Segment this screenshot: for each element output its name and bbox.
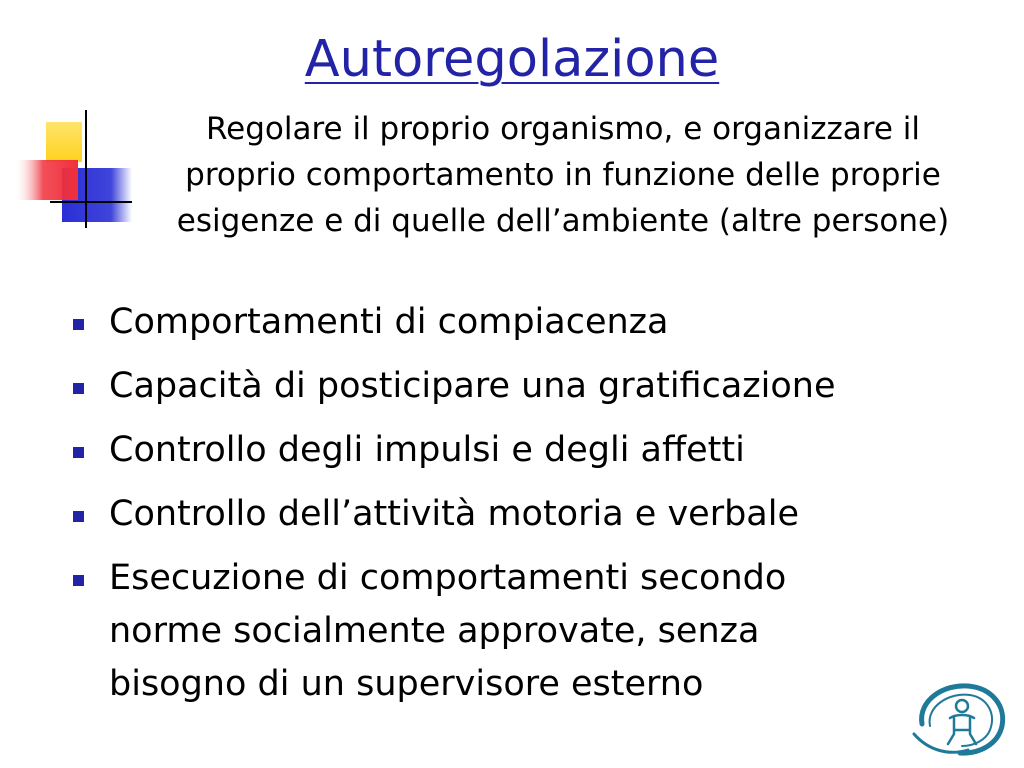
bullet-text [109, 488, 950, 541]
bullet-line: Capacità di posticipare una gratificazione [109, 366, 836, 406]
subtitle-line: esigenze e di quelle dell’ambiente (altre persone) [176, 203, 950, 239]
logo-ring-inner [930, 695, 992, 746]
bullet-item [70, 360, 950, 413]
yellow-square [46, 122, 82, 162]
bullet-list [70, 296, 950, 711]
square-bullet-icon [73, 319, 84, 330]
bullet-line: Controllo dell’attività motoria e verbale [109, 494, 800, 534]
red-square [14, 160, 78, 200]
bullet-line: Esecuzione di comportamenti secondo [109, 558, 787, 598]
bullet-item [70, 488, 950, 541]
bullet-text [109, 424, 950, 477]
bullet-line: norme socialmente approvate, senza [109, 611, 760, 651]
square-bullet-icon [73, 511, 84, 522]
bullet-line: Controllo degli impulsi e degli affetti [109, 430, 745, 470]
logo-head [956, 700, 968, 712]
bullet-item [70, 424, 950, 477]
bullet-line: bisogno di un supervisore esterno [109, 664, 704, 704]
slide-title: Autoregolazione [304, 30, 720, 89]
bullet-text [109, 552, 950, 711]
bullet-item [70, 552, 950, 711]
bullet-line: Comportamenti di compiacenza [109, 302, 669, 342]
bullet-text [109, 360, 950, 413]
logo-swoosh [914, 734, 968, 752]
logo-ring-outer [922, 686, 1003, 753]
bullet-text [109, 296, 950, 349]
square-bullet-icon [73, 383, 84, 394]
slide-subtitle [110, 106, 1016, 244]
square-bullet-icon [73, 447, 84, 458]
logo-body [948, 715, 976, 744]
bullet-item [70, 296, 950, 349]
seated-person-circle-logo-icon [910, 676, 1010, 758]
subtitle-line: Regolare il proprio organismo, e organizzare il [205, 111, 920, 147]
subtitle-line: proprio comportamento in funzione delle proprie [185, 157, 941, 193]
square-bullet-icon [73, 575, 84, 586]
